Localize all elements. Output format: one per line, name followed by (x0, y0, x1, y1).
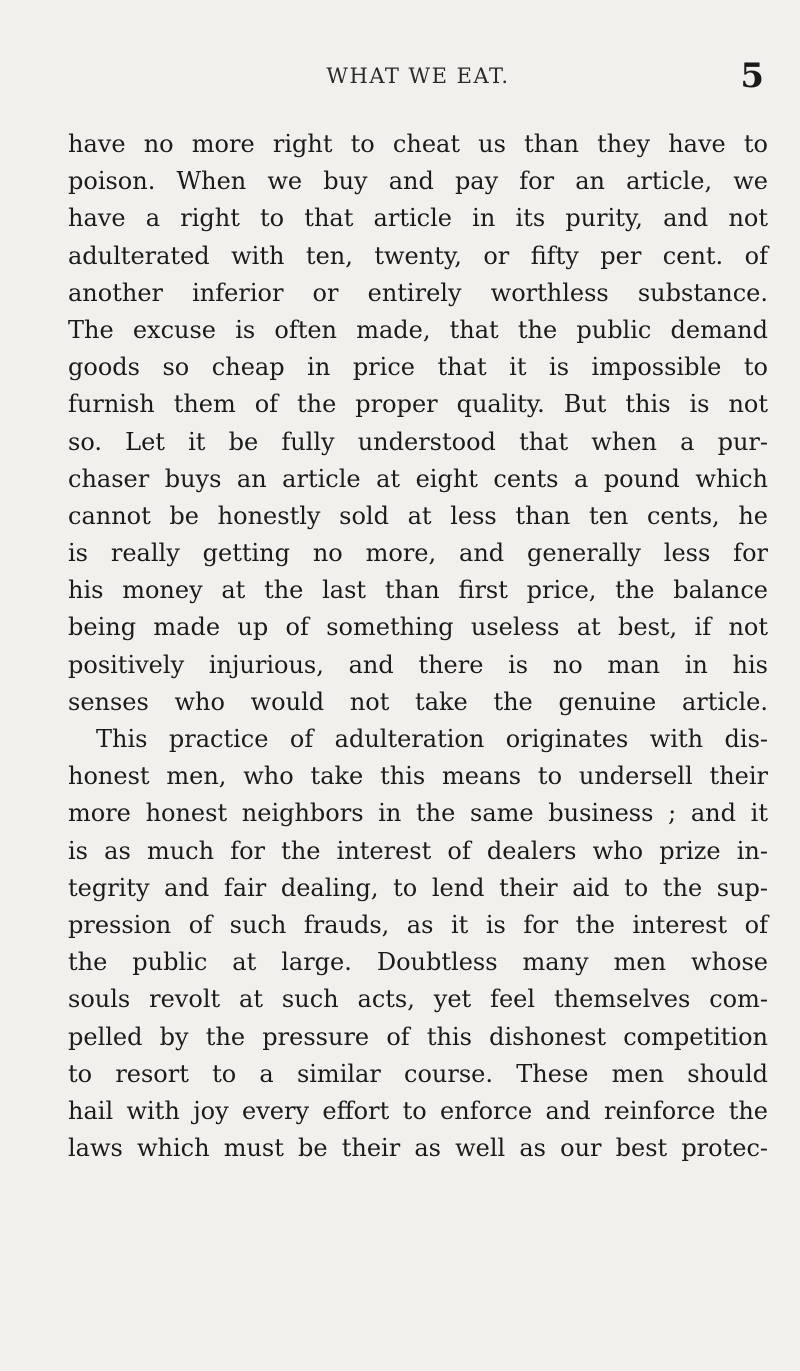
text-line: cannot be honestly sold at less than ten cents, he (68, 501, 768, 530)
text-line: is really getting no more, and generally less for (68, 539, 768, 568)
text-line: is as much for the interest of dealers who prize in- (68, 836, 768, 865)
text-line: hail with joy every effort to enforce and reinforce the (68, 1096, 768, 1125)
body-text (68, 126, 768, 1167)
text-line: tegrity and fair dealing, to lend their aid to the sup- (68, 873, 768, 902)
text-line: pelled by the pressure of this dishonest competition (68, 1022, 768, 1051)
text-line: another inferior or entirely worthless substance. (68, 278, 768, 307)
page-number: 5 (740, 56, 764, 96)
paragraph-start-line: This practice of adulteration originates with dis- (96, 725, 768, 753)
text-line: his money at the last than first price, the balance (68, 576, 768, 605)
text-line: chaser buys an article at eight cents a pound which (68, 464, 768, 493)
text-line: souls revolt at such acts, yet feel themselves com- (68, 985, 768, 1014)
text-line: senses who would not take the genuine article. (68, 687, 768, 716)
text-line: poison. When we buy and pay for an article, we (68, 167, 768, 196)
text-line: positively injurious, and there is no man in his (68, 650, 768, 679)
text-line: honest men, who take this means to undersell their (68, 762, 768, 791)
text-line: The excuse is often made, that the public demand (68, 315, 768, 344)
text-line: pression of such frauds, as it is for the interest of (68, 910, 768, 939)
text-line: so. Let it be fully understood that when a pur- (68, 427, 768, 456)
text-line: have no more right to cheat us than they have to (68, 130, 768, 158)
text-line: have a right to that article in its purity, and not (68, 204, 768, 233)
text-line: being made up of something useless at best, if not (68, 613, 768, 642)
text-line: laws which must be their as well as our best protec- (68, 1134, 768, 1163)
text-line: goods so cheap in price that it is impossible to (68, 353, 768, 382)
text-line: more honest neighbors in the same business ; and it (68, 799, 768, 828)
text-line: to resort to a similar course. These men should (68, 1059, 768, 1088)
text-line: the public at large. Doubtless many men whose (68, 948, 768, 977)
text-line: adulterated with ten, twenty, or fifty per cent. of (68, 241, 768, 270)
text-line: furnish them of the proper quality. But this is not (68, 390, 768, 419)
running-head (68, 58, 768, 98)
running-title: WHAT WE EAT. (326, 64, 510, 88)
